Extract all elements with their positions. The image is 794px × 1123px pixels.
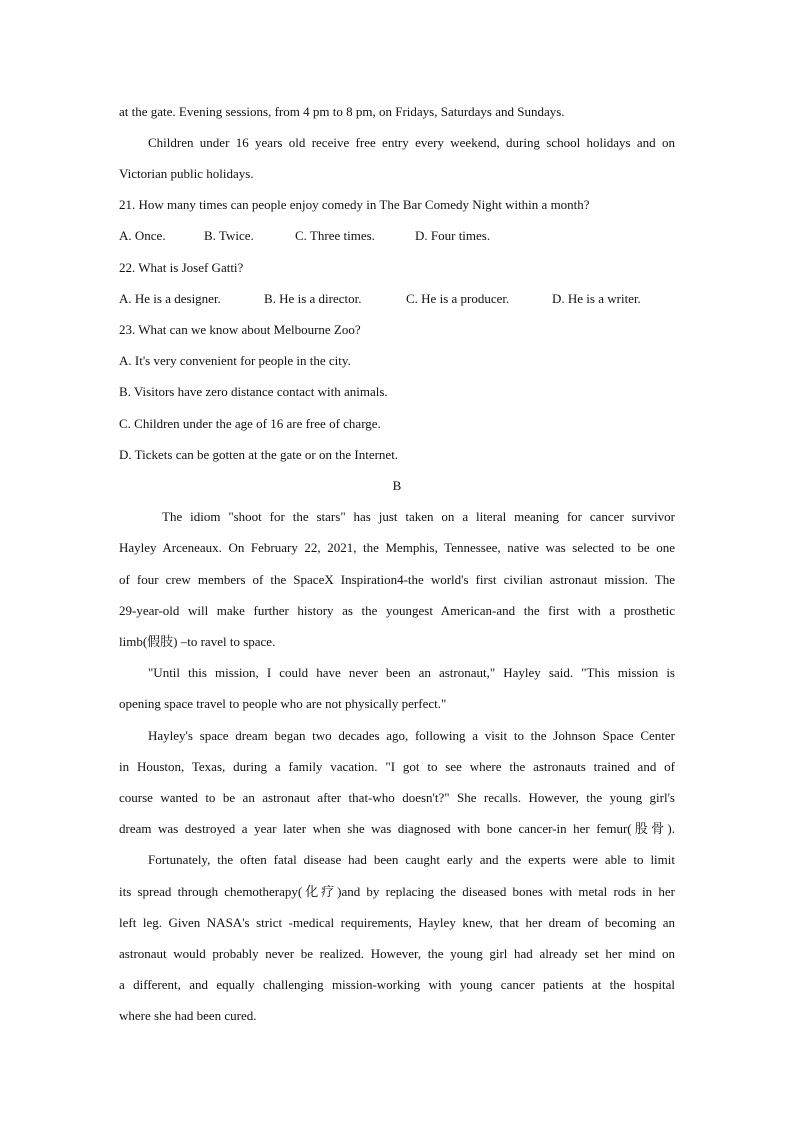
text-line: where she had been cured. xyxy=(119,1008,257,1023)
text-line: dream was destroyed a year later when she was diagnosed with bone cancer-in her femur(股骨). xyxy=(119,821,675,836)
text-line: course wanted to be an astronaut after that-who doesn't?" She recalls. However, the young girl's xyxy=(119,790,675,805)
text-line: Children under 16 years old receive free entry every weekend, during school holidays and on xyxy=(148,135,675,150)
option-a: A. Once. xyxy=(119,228,166,243)
text-line: a different, and equally challenging mission-working with young cancer patients at the hospital xyxy=(119,977,675,992)
question-23-stem: 23. What can we know about Melbourne Zoo? xyxy=(119,322,361,337)
option-b: B. Visitors have zero distance contact with animals. xyxy=(119,384,388,399)
text-line: The idiom "shoot for the stars" has just taken on a literal meaning for cancer survivor xyxy=(162,509,675,524)
text-line: opening space travel to people who are not physically perfect." xyxy=(119,696,447,711)
section-heading: B xyxy=(392,478,402,493)
text-line: of four crew members of the SpaceX Inspiration4-the world's first civilian astronaut mission. The xyxy=(119,572,675,587)
text-line: Fortunately, the often fatal disease had been caught early and the experts were able to limit xyxy=(148,852,675,867)
text-line: 29-year-old will make further history as the youngest American-and the first with a prosthetic xyxy=(119,603,675,618)
option-c: C. Children under the age of 16 are free of charge. xyxy=(119,416,381,431)
text-line: astronaut would probably never be realized. However, the young girl had already set her mind on xyxy=(119,946,675,961)
option-b: B. Twice. xyxy=(204,228,254,243)
text-line: in Houston, Texas, during a family vacation. "I got to see where the astronauts trained and of xyxy=(119,759,675,774)
option-d: D. Four times. xyxy=(415,228,491,243)
option-c: C. He is a producer. xyxy=(406,291,510,306)
text-line: its spread through chemotherapy(化疗)and by replacing the diseased bones with metal rods in her xyxy=(119,884,675,899)
text-line: "Until this mission, I could have never been an astronaut," Hayley said. "This mission is xyxy=(148,665,675,680)
question-22-stem: 22. What is Josef Gatti? xyxy=(119,260,244,275)
text-line: limb(假肢) –to ravel to space. xyxy=(119,634,276,649)
option-a: A. It's very convenient for people in the city. xyxy=(119,353,351,368)
option-b: B. He is a director. xyxy=(264,291,362,306)
text-line: Victorian public holidays. xyxy=(119,166,254,181)
text-line: at the gate. Evening sessions, from 4 pm to 8 pm, on Fridays, Saturdays and Sundays. xyxy=(119,104,565,119)
option-c: C. Three times. xyxy=(295,228,375,243)
option-d: D. Tickets can be gotten at the gate or on the Internet. xyxy=(119,447,399,462)
text-line: Hayley Arceneaux. On February 22, 2021, the Memphis, Tennessee, native was selected to be one xyxy=(119,540,675,555)
question-21-stem: 21. How many times can people enjoy comedy in The Bar Comedy Night within a month? xyxy=(119,197,590,212)
text-line: left leg. Given NASA's strict -medical requirements, Hayley knew, that her dream of becoming an xyxy=(119,915,675,930)
option-a: A. He is a designer. xyxy=(119,291,221,306)
option-d: D. He is a writer. xyxy=(552,291,641,306)
text-line: Hayley's space dream began two decades ago, following a visit to the Johnson Space Center xyxy=(148,728,675,743)
